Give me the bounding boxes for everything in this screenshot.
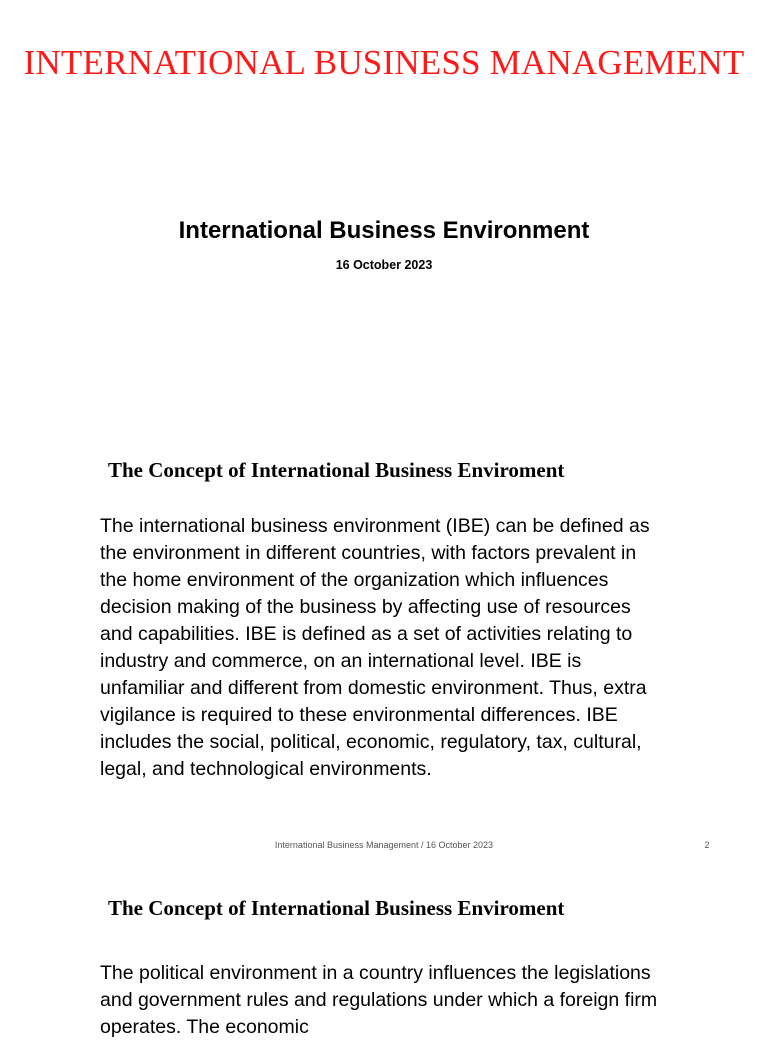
document-subtitle: International Business Environment [178, 217, 590, 244]
section-body-text-next: The political environment in a country influences the legislations and government rules and regulations under which a foreign firm operates. The economic [100, 962, 658, 1038]
document-date: 16 October 2023 [335, 258, 433, 272]
page-number: 2 [704, 840, 710, 850]
page-footer: International Business Management / 16 October 2023 [274, 840, 494, 850]
section-heading-next: The Concept of International Business Enviroment [108, 896, 565, 920]
section-body-text: The international business environment (IBE) can be defined as the environment in different countries, with factors prevalent in the home environment of the organization which influences decision making of the business by affecting use of resources and capabilities. IBE is defined as a set of activities relating to industry and commerce, on an international level. IBE is unfamiliar and different from domestic environment. Thus, extra vigilance is required to these environmental differences. IBE includes the social, political, economic, regulatory, tax, cultural, legal, and technological environments. [100, 515, 650, 780]
document-title: INTERNATIONAL BUSINESS MANAGEMENT [23, 43, 745, 82]
section-heading: The Concept of International Business Enviroment [108, 458, 565, 482]
